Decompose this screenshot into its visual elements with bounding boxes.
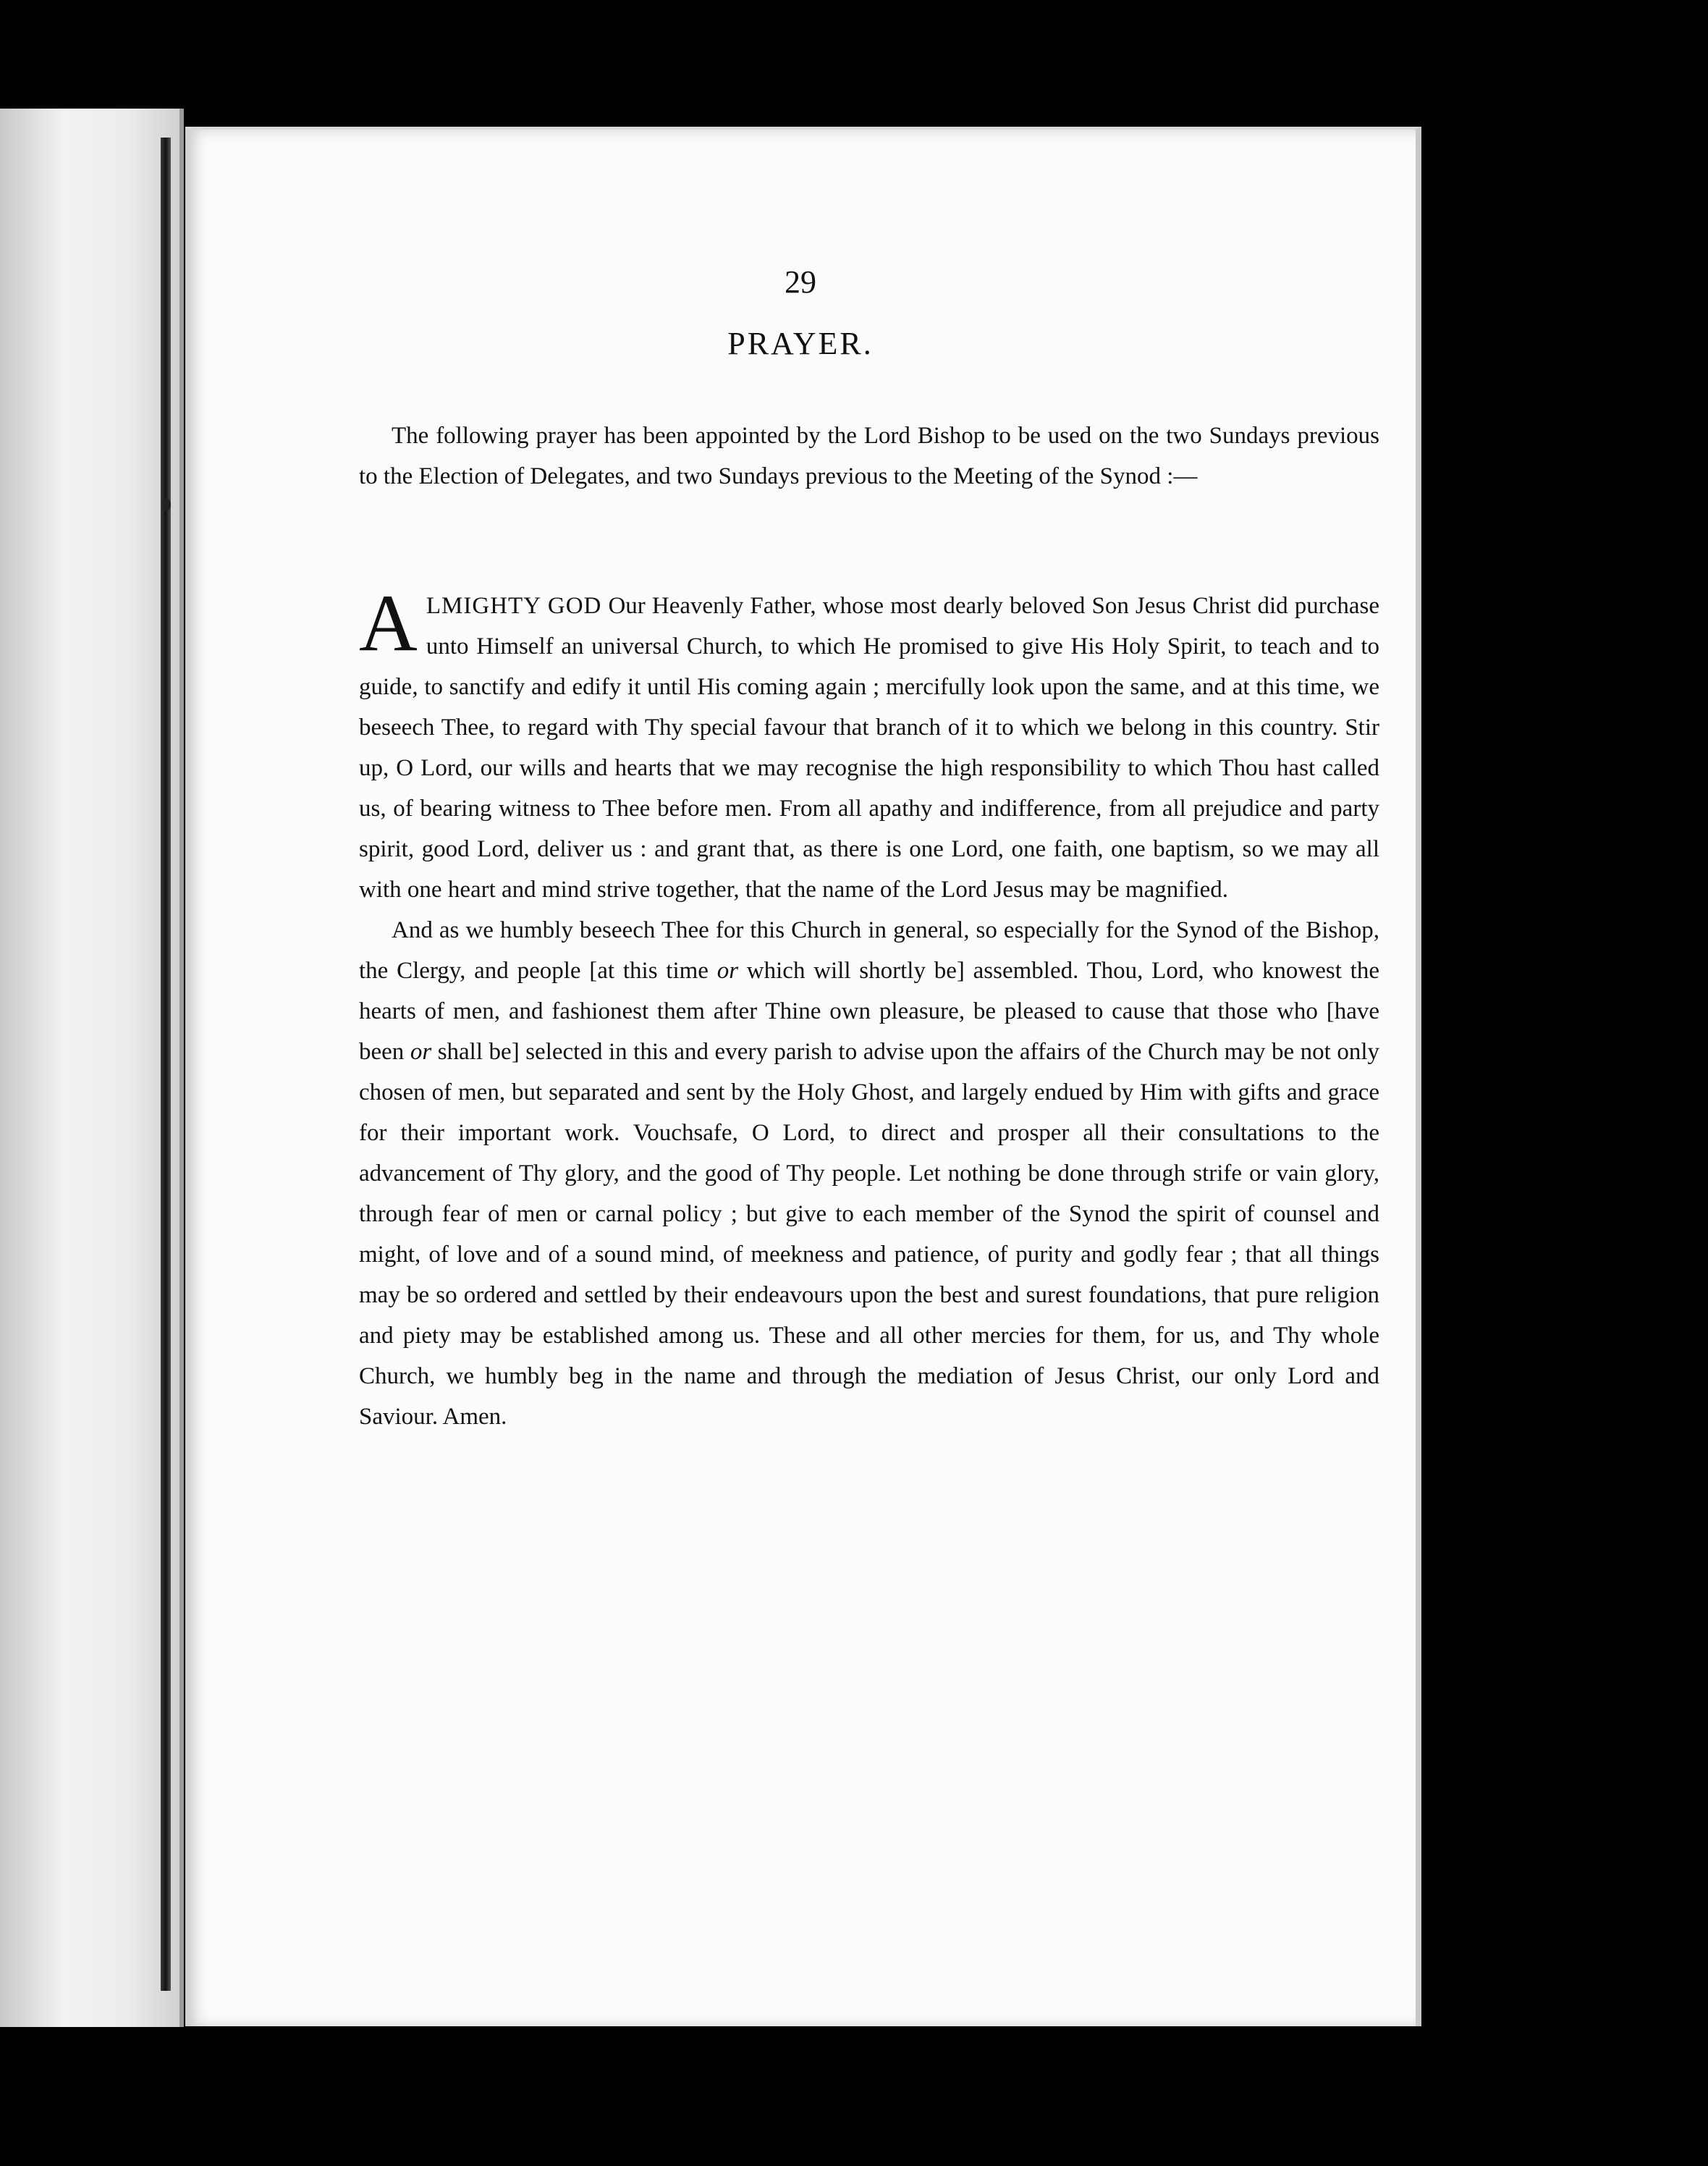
paragraph-1-text: Our Heavenly Father, whose most dearly beloved Son Jesus Christ did purchase unto Himself an universal Church, to which He promised to give His Holy Spirit, to teach and to guide, to sanctify and edify it until His coming again ; mercifully look upon the same, and at this time, we beseech Thee, to regard with Thy special favour that branch of it to which we belong in this country. Stir up, O Lord, our wills and hearts that we may recognise the high responsibility to which Thou hast called us, of bearing witness to Thee before men. From all apathy and indifference, from all prejudice and party spirit, good Lord, deliver us : and grant that, as there is one Lord, one faith, one baptism, so we may all with one heart and mind strive together, that the name of the Lord Jesus may be magnified.: [359, 593, 1379, 903]
facing-page-edge: [0, 109, 181, 2027]
binding-gutter: [161, 138, 171, 1991]
italic-or-2: or: [410, 1039, 432, 1065]
paragraph-2-part-1: And as we humbly beseech Thee for this Church in general, so especially for the Synod of the Bishop, the Clergy, and people [at this time: [359, 917, 1379, 984]
prayer-paragraph-2: [359, 910, 1379, 1437]
paragraph-2-part-3: shall be] selected in this and every parish to advise upon the affairs of the Church may be not only chosen of men, but separated and sent by the Holy Ghost, and largely endued by Him with gifts and grace for their important work. Vouchsafe, O Lord, to direct and prosper all their consultations to the advancement of Thy glory, and the good of Thy people. Let nothing be done through strife or vain glory, through fear of men or carnal policy ; but give to each member of the Synod the spirit of counsel and might, of love and of a sound mind, of meekness and patience, of purity and godly fear ; that all things may be so ordered and settled by their endeavours upon the best and surest foundations, that pure religion and piety may be established among us. These and all other mercies for them, for us, and Thy whole Church, we humbly beg in the name and through the mediation of Jesus Christ, our only Lord and Saviour. Amen.: [359, 1039, 1380, 1430]
italic-or-1: or: [716, 958, 739, 984]
paragraph-2-part-2: which will shortly be] assembled. Thou, Lord, who knowest the hearts of men, and fashionest them after Thine own pleasure, be pleased to cause that those who [have been: [359, 958, 1379, 1065]
document-page: [185, 127, 1421, 2026]
page-number: 29: [785, 264, 816, 300]
opening-words: LMIGHTY GOD: [426, 593, 602, 619]
page-title: PRAYER.: [727, 326, 874, 361]
intro-paragraph: The following prayer has been appointed by the Lord Bishop to be used on the two Sundays previous to the Election of Delegates, and two Sundays previous to the Meeting of the Synod :—: [359, 423, 1379, 489]
page-fold: [179, 109, 184, 2027]
ink-speck: [162, 498, 171, 511]
prayer-body: [359, 578, 1380, 1437]
drop-cap: A: [359, 578, 418, 668]
prayer-paragraph-1: [359, 578, 1379, 910]
